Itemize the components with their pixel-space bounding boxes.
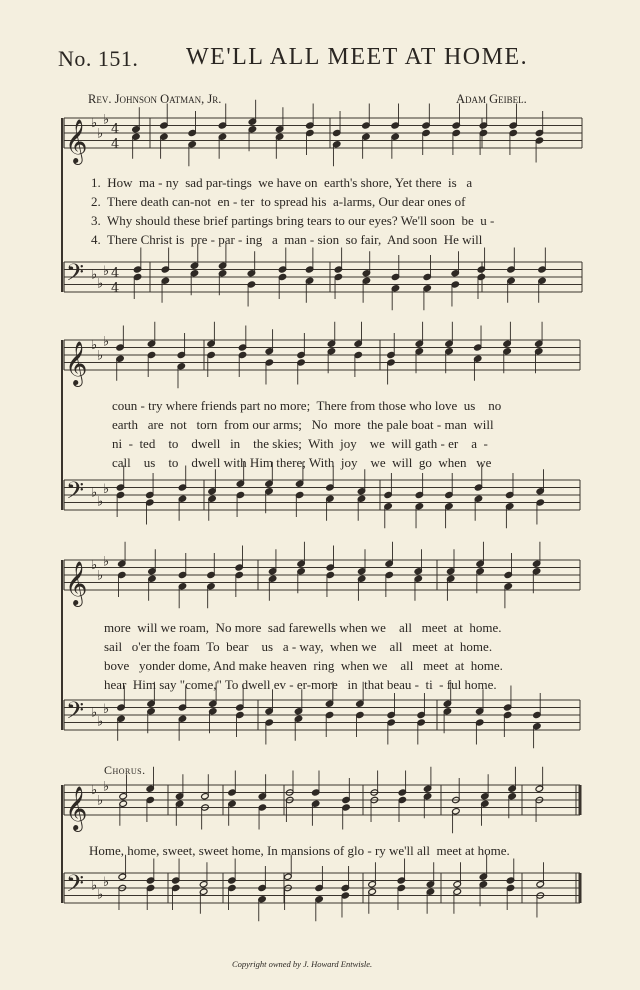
treble-clef: 𝄞 bbox=[65, 786, 88, 830]
flat-sign: ♭ bbox=[91, 116, 98, 131]
treble-clef: 𝄞 bbox=[65, 561, 88, 605]
flat-sign: ♭ bbox=[97, 494, 104, 510]
author-credit: Rev. Johnson Oatman, Jr. bbox=[88, 92, 222, 106]
flat-sign: ♭ bbox=[91, 705, 98, 721]
flat-sign: ♭ bbox=[103, 874, 110, 890]
flat-sign: ♭ bbox=[103, 481, 110, 497]
flat-sign: ♭ bbox=[97, 568, 104, 584]
bass-clef: 𝄢 bbox=[66, 696, 85, 730]
treble-clef: 𝄞 bbox=[65, 119, 88, 163]
lyric-line: 4. There Christ is pre - par - ing a man - sion so fair, And soon He will bbox=[91, 232, 483, 247]
lyric-line: 3. Why should these brief partings bring tears to our eyes? We'll soon be u - bbox=[91, 213, 495, 228]
time-signature: 4 bbox=[111, 122, 120, 137]
bass-clef: 𝄢 bbox=[66, 869, 85, 903]
lyric-line: sail o'er the foam To bear us a - way, when we all meet at home. bbox=[104, 639, 493, 654]
lyric-line: ni - ted to dwell in the skies; With joy we will gath - er a - bbox=[112, 436, 488, 451]
flat-sign: ♭ bbox=[91, 338, 98, 353]
time-signature: 4 bbox=[111, 281, 120, 296]
bass-clef: 𝄢 bbox=[66, 258, 85, 292]
flat-sign: ♭ bbox=[97, 793, 104, 809]
flat-sign: ♭ bbox=[91, 783, 98, 798]
flat-sign: ♭ bbox=[97, 348, 104, 364]
flat-sign: ♭ bbox=[103, 779, 110, 795]
lyric-line: more will we roam, No more sad farewells when we all meet at home. bbox=[104, 620, 502, 635]
hymn-title: WE'LL ALL MEET AT HOME. bbox=[186, 44, 529, 70]
lyric-line: earth are not torn from our arms; No more the pale boat - man will bbox=[112, 417, 494, 432]
time-signature: 4 bbox=[111, 137, 120, 152]
lyric-line: 1. How ma - ny sad par-tings we have on earth's shore, Yet there is a bbox=[91, 175, 473, 190]
flat-sign: ♭ bbox=[97, 714, 104, 730]
treble-clef: 𝄞 bbox=[65, 341, 88, 385]
chorus-lyric: Home, home, sweet, sweet home, In mansions of glo - ry we'll all meet at home. bbox=[89, 843, 510, 858]
flat-sign: ♭ bbox=[97, 276, 104, 292]
flat-sign: ♭ bbox=[91, 267, 98, 283]
flat-sign: ♭ bbox=[97, 126, 104, 142]
bass-clef: 𝄢 bbox=[66, 476, 85, 510]
lyric-line: call us to dwell with Him there; With joy we will go when we bbox=[112, 455, 492, 470]
copyright-notice: Copyright owned by J. Howard Entwisle. bbox=[232, 959, 373, 969]
time-signature: 4 bbox=[111, 266, 120, 281]
flat-sign: ♭ bbox=[103, 334, 110, 350]
flat-sign: ♭ bbox=[103, 701, 110, 717]
composer-credit: Adam Geibel. bbox=[456, 92, 527, 106]
flat-sign: ♭ bbox=[103, 112, 110, 128]
lyric-line: coun - try where friends part no more; There from those who love us no bbox=[112, 398, 502, 413]
lyric-line: bove yonder dome, And make heaven ring when we all meet at home. bbox=[104, 658, 503, 673]
chorus-label: Chorus. bbox=[104, 763, 146, 777]
lyric-line: hear Him say "come," To dwell ev - er-more in that beau - ti - ful home. bbox=[104, 677, 497, 692]
flat-sign: ♭ bbox=[91, 878, 98, 894]
hymn-number: No. 151. bbox=[58, 46, 139, 71]
flat-sign: ♭ bbox=[91, 558, 98, 573]
flat-sign: ♭ bbox=[103, 263, 110, 279]
flat-sign: ♭ bbox=[91, 485, 98, 501]
flat-sign: ♭ bbox=[97, 887, 104, 903]
lyric-line: 2. There death can-not en - ter to spread his a-larms, Our dear ones of bbox=[91, 194, 466, 209]
flat-sign: ♭ bbox=[103, 554, 110, 570]
